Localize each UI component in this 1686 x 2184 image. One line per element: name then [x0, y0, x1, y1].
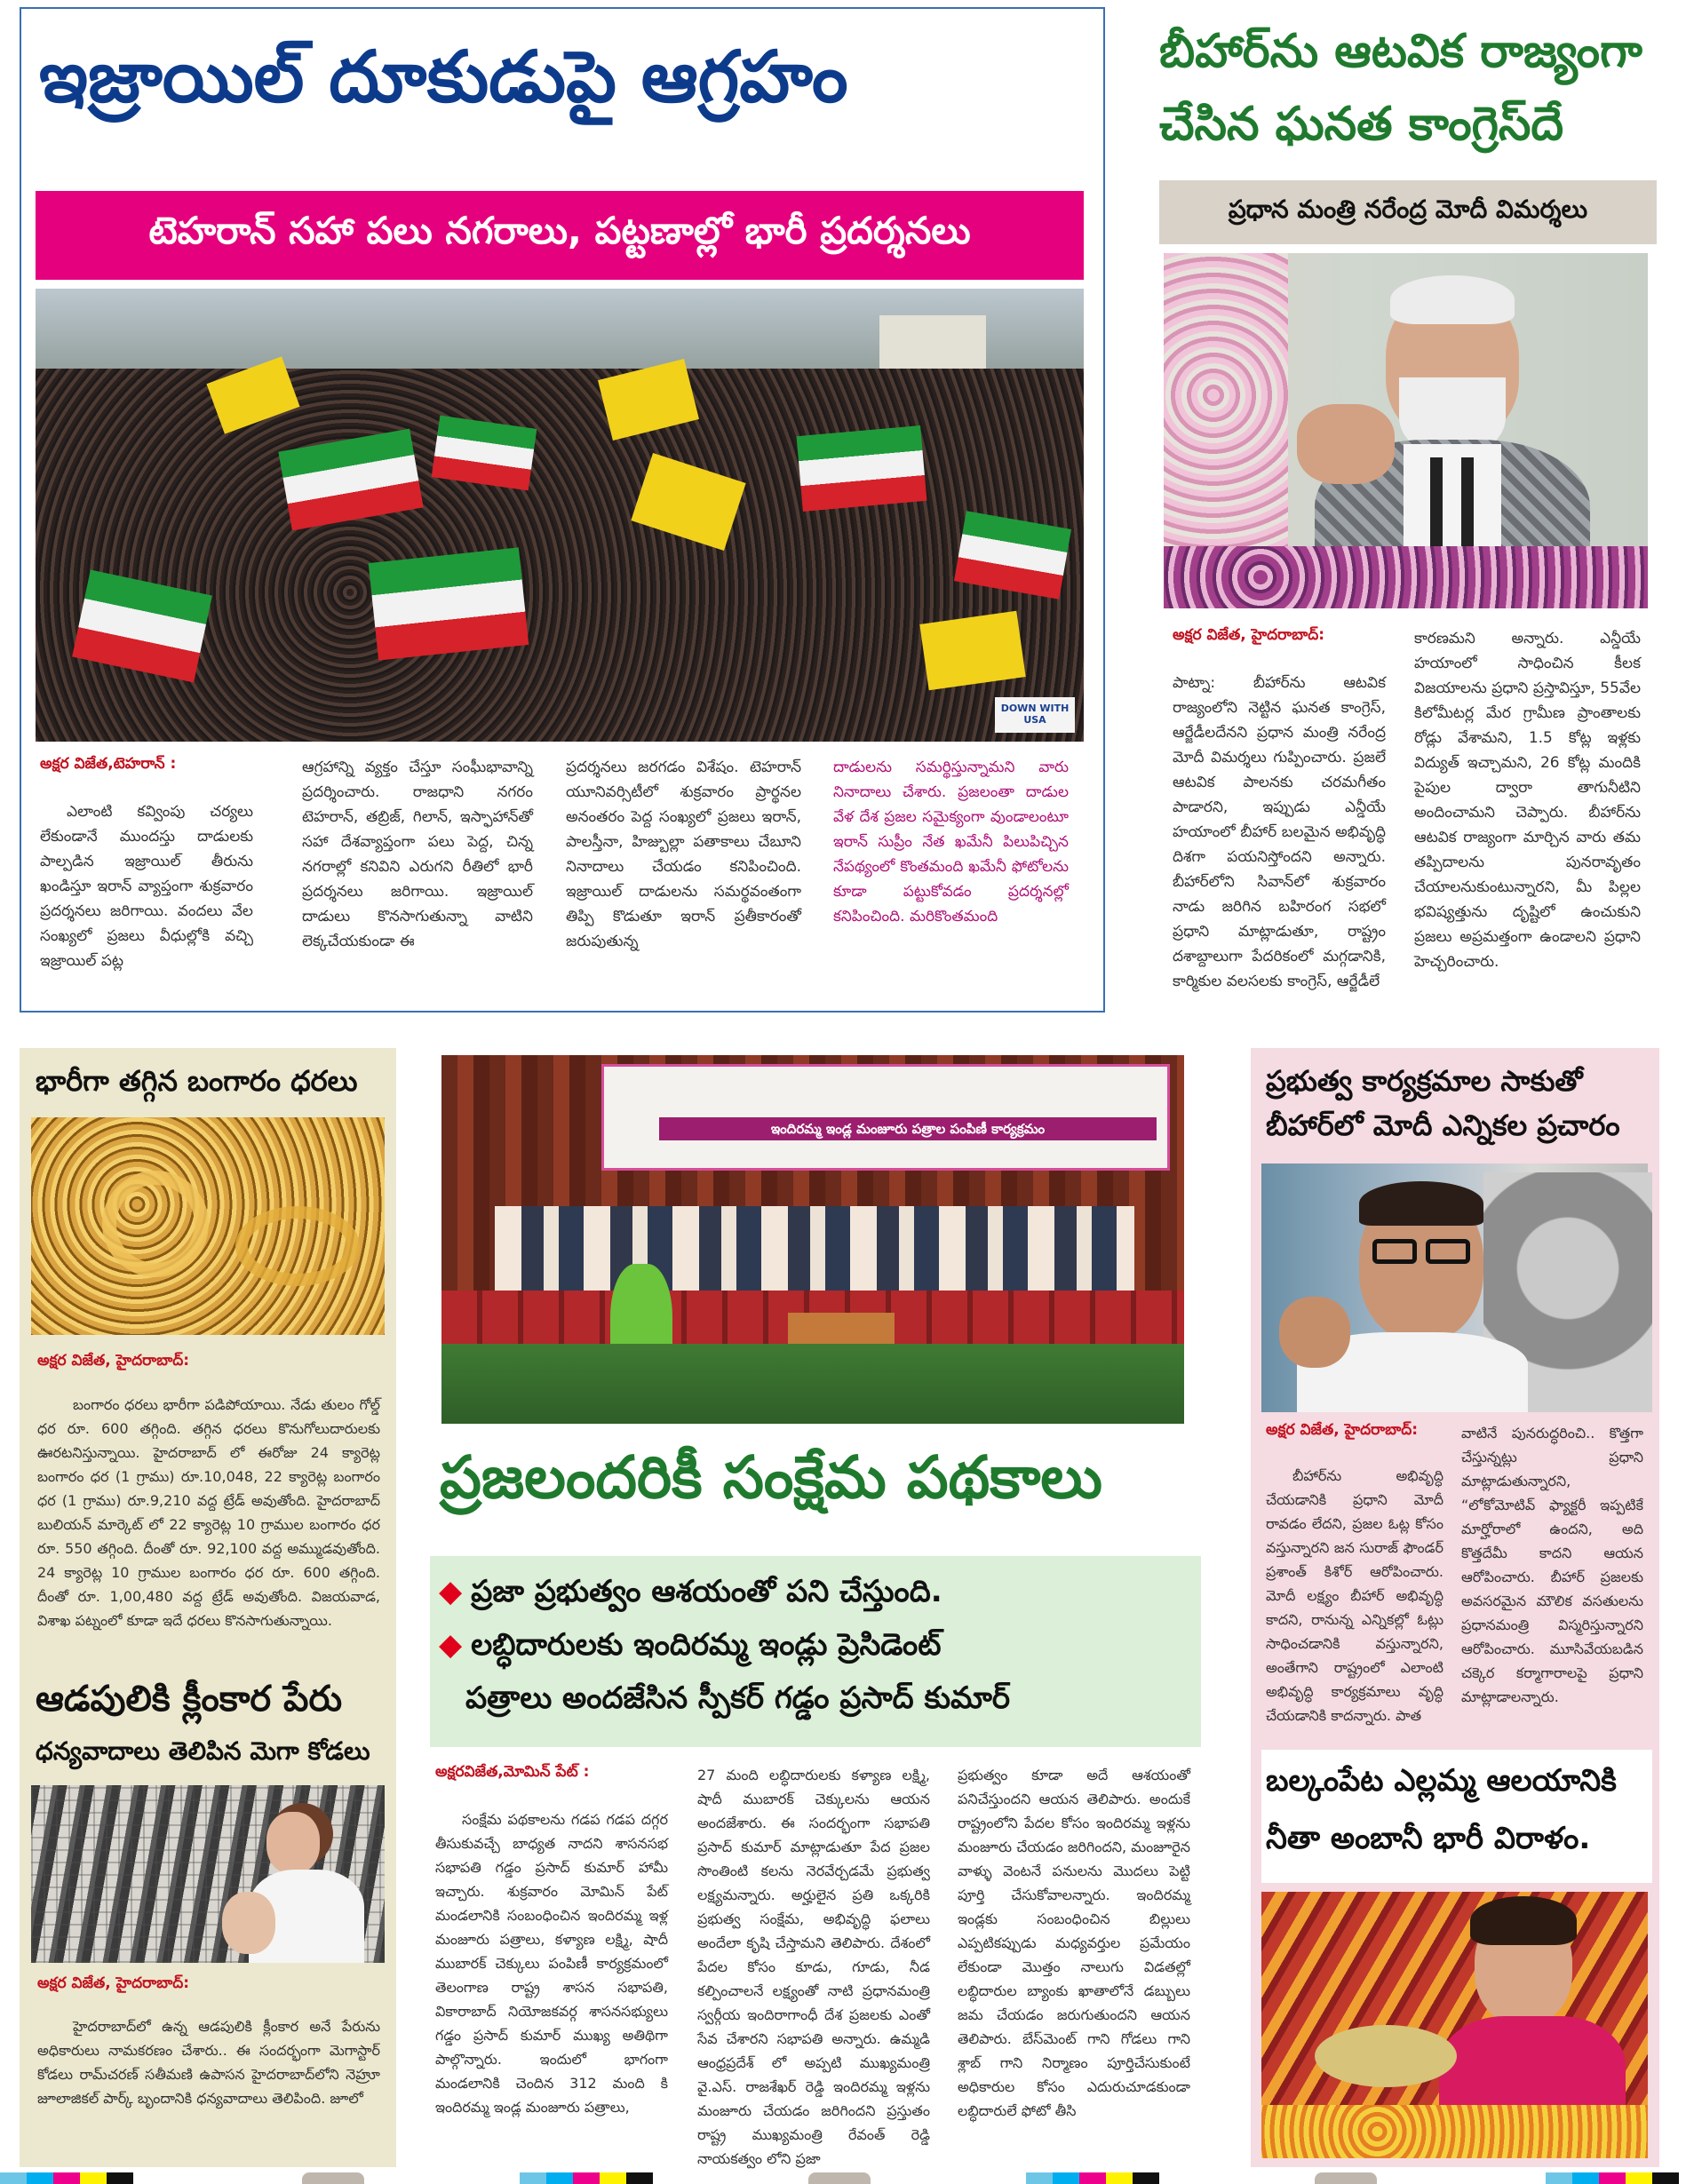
tiger-headline: ఆడపులికి క్లీంకార పేరు: [36, 1679, 343, 1719]
prashant-kishor-photo: [1261, 1163, 1648, 1412]
tiger-dateline: అక్షర విజేత, హైదరాబాద్:: [37, 1974, 190, 1992]
pk-headline-line1: ప్రభుత్వ కార్యక్రమాల సాకుతో: [1266, 1064, 1583, 1098]
gold-dateline: అక్షర విజేత, హైదరాబాద్:: [37, 1352, 190, 1370]
nita-ambani-temple-photo: [1261, 1892, 1648, 2158]
welfare-headline: ప్రజలందరికీ సంక్షేమ పథకాలు: [440, 1443, 1103, 1512]
protest-sign-text: DOWN WITH USA: [995, 697, 1075, 733]
gold-headline: భారీగా తగ్గిన బంగారం ధరలు: [36, 1064, 358, 1098]
color-registration-bar: [1315, 2172, 1377, 2184]
modi-speaking-photo: [1164, 253, 1648, 608]
top-story-col-3: ప్రదర్శనలు జరగడం విశేషం. టెహరాన్ యూనివర్సిటీలో శుక్రవారం ప్రార్థనల అనంతరం పెద్ద సంఖ్యలో ప్రజలు ఇరాన్, పాలస్తీనా, హిజ్బుల్లా పతాకాలు చేబూని నినాదాలు చేయడం కనిపించింది. ఇజ్రాయిల్ దాడులను సమర్థవంతంగా తిప్పి కొడుతూ ఇరాన్ ప్రతీకారంతో జరుపుతున్న: [566, 758, 801, 950]
welfare-bullet-2-cont: పత్రాలు అందజేసిన స్పీకర్ గడ్డం ప్రసాద్ కుమార్: [465, 1680, 1011, 1716]
diamond-bullet-icon: ◆: [439, 1627, 463, 1663]
welfare-dateline: అక్షరవిజేత,మోమిన్ పేట్ :: [435, 1763, 590, 1781]
welfare-col-3: ప్రభుత్వం కూడా అదే ఆశయంతో పనిచేస్తుందని ఆయన తెలిపారు. అందుకే రాష్ట్రంలోని పేదల కోసం ఇందిరమ్మ ఇళ్లను మంజూరు చేయడం జరిగిందని, మంజూరైన వాళ్ళు వెంటనే పనులను మొదలు పెట్టి పూర్తి చేసుకోవాలన్నారు. ఇందిరమ్మ ఇండ్లకు సంబంధించిన బిల్లులు ఎప్పటికప్పుడు మధ్యవర్తుల ప్రమేయం లేకుండా మొత్తం నాలుగు విడతల్లో లబ్ధిదారుల బ్యాంకు ఖాతాలోనే డబ్బులు జమ చేయడం జరుగుతుందని ఆయన తెలిపారు. బేస్‌మెంట్ గాని గోడలు గాని శ్లాబ్ గాని నిర్మాణం పూర్తిచేసుకుంటే అధికారుల కోసం ఎదురుచూడకుండా లబ్ధిదారులే ఫోటో తీసి: [958, 1767, 1190, 2119]
modi-headline-line1: బీహార్‌ను ఆటవిక రాజ్యంగా: [1159, 25, 1642, 78]
welfare-bullet-2: ◆ లబ్ధిదారులకు ఇందిరమ్మ ఇండ్లు ప్రెసిడెంట్: [439, 1627, 942, 1663]
ambani-headline-line1: బల్కంపేట ఎల్లమ్మ ఆలయానికి: [1266, 1763, 1617, 1799]
color-registration-bar: [1026, 2172, 1159, 2184]
pk-headline-line2: బీహార్‌లో మోదీ ఎన్నికల ప్రచారం: [1266, 1108, 1620, 1142]
top-story-subhead-text: టెహరాన్ సహా పలు నగరాలు, పట్టణాల్లో భారీ ప్రదర్శనలు: [148, 209, 971, 252]
diamond-bullet-icon: ◆: [439, 1574, 463, 1609]
top-story-headline: ఇజ్రాయిల్ దూకుడుపై ఆగ్రహం: [39, 36, 848, 118]
pk-dateline: అక్షర విజేత, హైదరాబాద్:: [1266, 1421, 1419, 1439]
top-story-col-1: ఎలాంటి కవ్వింపు చర్యలు లేకుండానే ముందస్తు దాడులకు పాల్పడిన ఇజ్రాయిల్ తీరును ఖండిస్తూ ఇరాన్ వ్యాప్తంగా శుక్రవారం ప్రదర్శనలు జరిగాయి. వందలు వేల సంఖ్యలో ప్రజలు వీధుల్లోకి వచ్చి ఇజ్రాయిల్ పట్ల: [40, 803, 253, 970]
top-story-dateline: అక్షర విజేత,టెహరాన్ :: [40, 755, 177, 773]
modi-col-1: పాట్నా: బీహార్‌ను ఆటవిక రాజ్యంలోని నెట్టిన ఘనత కాంగ్రెస్, ఆర్జేడీలదేనని ప్రధాన మంత్రి నరేంద్ర మోదీ విమర్శలు గుప్పించారు. ప్రజలే ఆటవిక పాలనకు చరమగీతం పాడారని, ఇప్పుడు ఎన్డీయే హయాంలో బీహార్ బలమైన అభివృద్ధి దిశగా పయనిస్తోందని అన్నారు. బీహార్‌లోని సివాన్‌లో శుక్రవారం నాడు జరిగిన బహిరంగ సభలో ప్రధాని మాట్లాడుతూ, రాష్ట్రం దశాబ్దాలుగా పేదరికంలో మగ్గడానికి, కార్మికుల వలసలకు కాంగ్రెస్, ఆర్జేడీలే: [1173, 674, 1386, 990]
ambani-headline-line2: నీతా అంబానీ భారీ విరాళం.: [1266, 1821, 1591, 1856]
modi-subhead: [1159, 180, 1657, 244]
tiger-upasana-photo: [31, 1785, 385, 1963]
modi-col-2: కారణమని అన్నారు. ఎన్డీయే హయాంలో సాధించిన కీలక విజయాలను ప్రధాని ప్రస్తావిస్తూ, 55వేల కిలోమీటర్ల మేర గ్రామీణ ప్రాంతాలకు రోడ్లు వేశామని, 1.5 కోట్ల ఇళ్లకు విద్యుత్ ఇచ్చామని, 26 కోట్ల మందికి పైపుల ద్వారా తాగునీటిని అందించామని చెప్పారు. బీహార్‌ను ఆటవిక రాజ్యంగా మార్చిన వారు తమ తప్పిదాలను పునరావృతం చేయాలనుకుంటున్నారని, మీ పిల్లల భవిష్యత్తును దృష్టిలో ఉంచుకుని ప్రజలు అప్రమత్తంగా ఉండాలని ప్రధాని హెచ్చరించారు.: [1414, 630, 1641, 971]
color-registration-bar: [0, 2172, 133, 2184]
color-registration-bar: [1546, 2172, 1679, 2184]
modi-headline-line2: చేసిన ఘనత కాంగ్రెస్‌దే: [1159, 98, 1564, 151]
color-registration-bar: [808, 2172, 871, 2184]
welfare-highlights-box: [430, 1556, 1201, 1747]
tiger-body: హైదరాబాద్‌లో ఉన్న ఆడపులికి క్లీంకార అనే పేరును అధికారులు నామకరణం చేశారు.. ఈ సందర్భంగా మెగాస్టార్ కోడలు రామ్‌చరణ్ సతీమణి ఉపాసన హైదరాబాద్‌లోని నెహ్రూ జూలాజికల్ పార్క్ బృందానికి ధన్యవాదాలు తెలిపింది. జూలో: [37, 2018, 380, 2107]
welfare-bullet-1: ◆ ప్రజా ప్రభుత్వం ఆశయంతో పని చేస్తుంది.: [439, 1574, 942, 1609]
protest-crowd-photo: [36, 289, 1084, 742]
color-registration-bar: [520, 2172, 653, 2184]
welfare-event-photo: [441, 1055, 1184, 1424]
top-story-col-4: దాడులను సమర్థిస్తున్నామని వారు నినాదాలు చేశారు. ప్రజలంతా దాడుల వేళ దేశ ప్రజల సమైక్యంగా వుండాలంటూ ఇరాన్ సుప్రీం నేత ఖమేనీ పిలుపిచ్చిన నేపథ్యంలో కొంతమంది ఖమేనీ ఫోటోలను కూడా పట్టుకోవడం ప్రదర్శనల్లో కనిపించింది. మరికొంతమంది: [833, 758, 1069, 925]
welfare-banner-text: ఇందిరమ్మ ఇండ్ల మంజూరు పత్రాల పంపిణీ కార్యక్రమం: [659, 1117, 1157, 1140]
gold-jewellery-photo: [31, 1117, 385, 1335]
pk-col-2: వాటినే పునరుద్ధరించి.. కొత్తగా చేస్తున్నట్లు ప్రధాని మాట్లాడుతున్నారని, “లోకోమోటివ్ ఫ్యాక్టరీ ఇప్పటికే మార్హోరాలో ఉందని, అది కొత్తదేమీ కాదని ఆయన ఆరోపించారు. బీహార్ ప్రజలకు అవసరమైన మౌలిక వసతులను ప్రధానమంత్రి విస్మరిస్తున్నారని ఆరోపించారు. మూసివేయబడిన చక్కెర కర్మాగారాలపై ప్రధాని మాట్లాడాలన్నారు.: [1461, 1425, 1643, 1705]
modi-subhead-text: ప్రధాన మంత్రి నరేంద్ర మోదీ విమర్శలు: [1228, 195, 1588, 224]
top-story-col-2: ఆగ్రహాన్ని వ్యక్తం చేస్తూ సంఘీభావాన్ని ప్రదర్శించారు. రాజధాని నగరం టెహరాన్, తబ్రిజ్, గిలాన్, ఇస్ఫాహాన్‌తో సహా దేశవ్యాప్తంగా పలు పెద్ద, చిన్న నగరాల్లో కనివిని ఎరుగని రీతిలో భారీ ప్రదర్శనలు జరిగాయి. ఇజ్రాయిల్ దాడులు కొనసాగుతున్నా వాటిని లెక్కచేయకుండా ఈ: [302, 758, 533, 950]
gold-body: బంగారం ధరలు భారీగా పడిపోయాయి. నేడు తులం గోల్డ్ ధర రూ. 600 తగ్గింది. తగ్గిన ధరలు కొనుగోలుదారులకు ఊరటనిస్తున్నాయి. హైదరాబాద్ లో ఈరోజు 24 క్యారెట్ల బంగారం ధర (1 గ్రాము) రూ.10,048, 22 క్యారెట్ల బంగారం ధర (1 గ్రాము) రూ.9,210 వద్ద ట్రేడ్ అవుతోంది. హైదరాబాద్ బులియన్ మార్కెట్ లో 22 క్యారెట్ల 10 గ్రాముల బంగారం ధర రూ. 550 తగ్గింది. దీంతో రూ. 92,100 వద్ద అమ్ముడవుతోంది. 24 క్యారెట్ల 10 గ్రాముల బంగారం ధర రూ. 600 తగ్గింది. దీంతో రూ. 1,00,480 వద్ద ట్రేడ్ అవుతోంది. విజయవాడ, విశాఖ పట్నంలో కూడా ఇదే ధరలు కొనసాగుతున్నాయి.: [37, 1396, 380, 1629]
modi-dateline: అక్షర విజేత, హైదరాబాద్:: [1173, 626, 1325, 644]
welfare-col-1: సంక్షేమ పథకాలను గడప గడప దగ్గర తీసుకువచ్చే బాధ్యత నాదని శాసనసభ సభాపతి గడ్డం ప్రసాద్ కుమార్ హామీ ఇచ్చారు. శుక్రవారం మోమిన్ పేట్ మండలానికి సంబంధించిన ఇందిరమ్మ ఇళ్ల మంజూరు పత్రాలు, కళ్యాణ లక్ష్మి, షాదీ ముబారక్ చెక్కులు పంపిణీ కార్యక్రమంలో తెలంగాణ రాష్ట్ర శాసన సభాపతి, వికారాబాద్ నియోజకవర్గ శాసనసభ్యులు గడ్డం ప్రసాద్ కుమార్ ముఖ్య అతిథిగా పాల్గొన్నారు. ఇందులో భాగంగా మండలానికి చెందిన 312 మంది కి ఇందిరమ్మ ఇండ్ల మంజూరు పత్రాలు,: [435, 1811, 668, 2116]
welfare-col-2: 27 మంది లబ్ధిదారులకు కళ్యాణ లక్ష్మి, షాదీ ముబారక్ చెక్కులను ఆయన అందజేశారు. ఈ సందర్భంగా సభాపతి ప్రసాద్ కుమార్ మాట్లాడుతూ పేద ప్రజల సొంతింటి కలను నెరవేర్చడమే ప్రభుత్వ లక్ష్యమన్నారు. అర్హులైన ప్రతి ఒక్కరికి ప్రభుత్వ సంక్షేమ, అభివృద్ధి ఫలాలు అందేలా కృషి చేస్తామని తెలిపారు. దేశంలో పేదల కోసం కూడు, గూడు, నీడ కల్పించాలనే లక్ష్యంతో నాటి ప్రధానమంత్రి స్వర్గీయ ఇందిరాగాంధీ దేశ ప్రజలకు ఎంతో సేవ చేశారని సభాపతి అన్నారు. ఉమ్మడి ఆంధ్రప్రదేశ్ లో అప్పటి ముఖ్యమంత్రి వై.ఎస్. రాజశేఖర్ రెడ్డి ఇందిరమ్మ ఇళ్లను మంజూరు చేయడం జరిగిందని ప్రస్తుతం రాష్ట్ర ముఖ్యమంత్రి రేవంత్ రెడ్డి నాయకత్వం లోని ప్రజా: [697, 1767, 930, 2167]
color-registration-bar: [302, 2172, 364, 2184]
top-story-subhead: [36, 191, 1084, 280]
tiger-subhead: ధన్యవాదాలు తెలిపిన మెగా కోడలు: [36, 1736, 370, 1766]
pk-col-1: బీహార్‌ను అభివృద్ధి చేయడానికి ప్రధాని మోదీ రావడం లేదని, ప్రజల ఓట్ల కోసం వస్తున్నారని జన సురాజ్ ఫౌండర్ ప్రశాంత్ కిశోర్ ఆరోపించారు. మోదీ లక్ష్యం బీహార్ అభివృద్ధి కాదని, రానున్న ఎన్నికల్లో ఓట్లు సాధించడానికి వస్తున్నారని, అంతేగాని రాష్ట్రంలో ఎలాంటి అభివృద్ధి కార్యక్రమాలు వృద్ధి చేయడానికి కాదన్నారు. పాత: [1266, 1467, 1443, 1724]
